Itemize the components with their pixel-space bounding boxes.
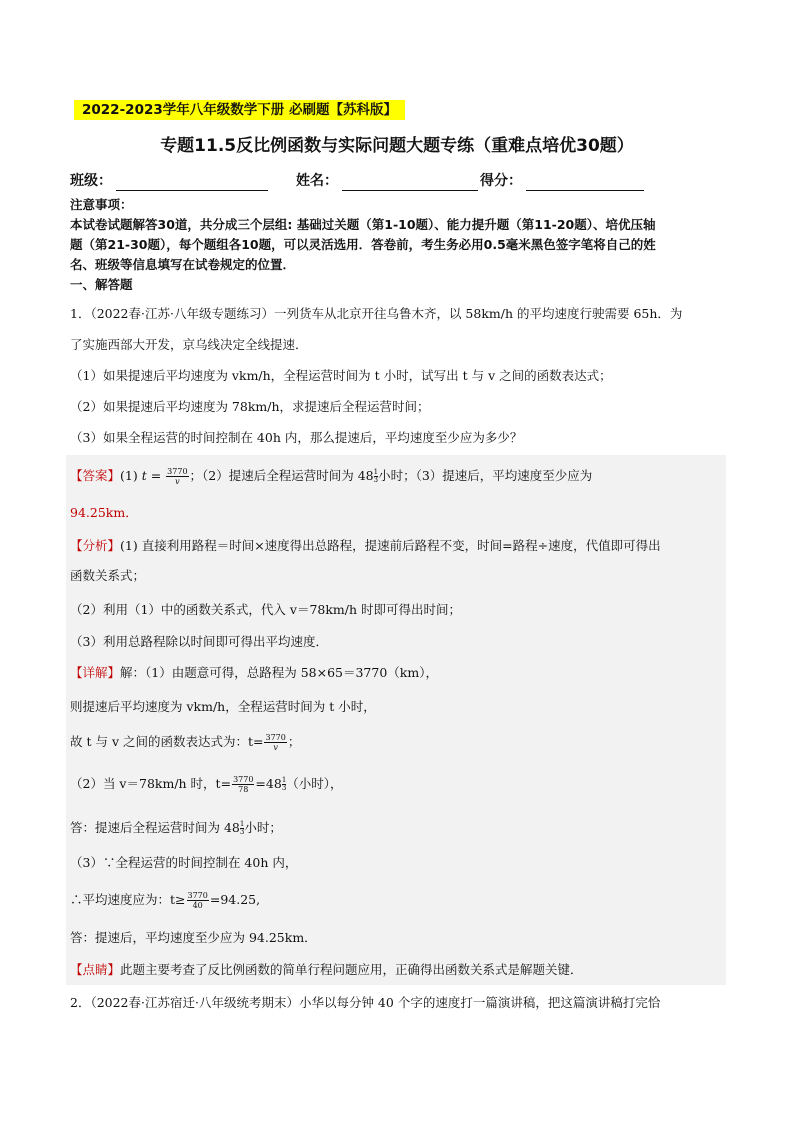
- detail-l4-equals: =: [255, 776, 266, 791]
- detail-l3-fraction: [264, 733, 286, 752]
- detail-l4-text: （2）当 v＝78km/h 时，t=: [70, 776, 232, 791]
- name-field: [296, 171, 478, 191]
- detail-line-2: 则提速后平均速度为 vkm/h，全程运营时间为 t 小时，: [70, 699, 376, 714]
- mixed-whole: 48: [265, 776, 282, 791]
- fraction-numerator: 3770: [187, 891, 208, 900]
- fraction-denominator: 40: [192, 901, 203, 910]
- score-field: [480, 171, 644, 191]
- detail-l3-end: ；: [287, 734, 301, 749]
- answer-continuation: 94.25km．: [70, 505, 138, 520]
- mixed-whole: 48: [357, 468, 374, 483]
- answer-t-variable: t: [141, 468, 147, 483]
- detail-l4-fraction: [232, 775, 254, 794]
- answer-equals: =: [146, 468, 166, 483]
- detail-l3-text: 故 t 与 v 之间的函数表达式为：t=: [70, 734, 264, 749]
- analysis-line-3: （2）利用（1）中的函数关系式，代入 v＝78km/h 时即可得出时间；: [70, 602, 462, 617]
- student-info-line: [70, 171, 730, 191]
- q1-line-1: 1．（2022春·江苏·八年级专题练习）一列货车从北京开往乌鲁木齐，以 58km/h 的平均速度行驶需要 65h．为: [70, 306, 683, 321]
- class-blank[interactable]: [116, 174, 268, 191]
- q1-line-2: 了实施西部大开发，京乌线决定全线提速．: [70, 337, 308, 352]
- fraction-numerator: 3770: [167, 467, 188, 476]
- q1-part-3: （3）如果全程运营的时间控制在 40h 内，那么提速后，平均速度至少应为多少？: [70, 430, 523, 445]
- class-field: [70, 171, 268, 191]
- detail-l5-end: 小时；: [244, 820, 282, 835]
- comment-tag: 【点睛】: [70, 962, 121, 977]
- notes-text-3: 名、班级等信息填写在试卷规定的位置．: [70, 257, 296, 272]
- notes-block: [70, 195, 730, 295]
- detail-l7-fraction: [187, 891, 209, 910]
- notes-heading: 注意事项：: [70, 197, 133, 212]
- detail-line-4: [70, 774, 726, 794]
- detail-text-1: 解：（1）由题意可得，总路程为 58×65＝3770（km），: [120, 665, 438, 680]
- detail-line-1: [70, 663, 726, 683]
- fraction-denominator: v: [273, 743, 278, 752]
- detail-line-8: 答：提速后，平均速度至少应为 94.25km．: [70, 930, 317, 945]
- mixed-den: 3: [239, 828, 245, 836]
- fraction-denominator: 78: [238, 785, 249, 794]
- series-banner: 2022-2023学年八年级数学下册 必刷题【苏科版】: [74, 100, 405, 120]
- score-label: 得分：: [480, 173, 522, 189]
- notes-text-2: 题（第21-30题），每个题组各10题，可以灵活选用．答卷前，考生务必用0.5毫米黑色签字笔将自己的姓: [70, 237, 656, 252]
- q2-line-1: 2．（2022春·江苏宿迁·八年级统考期末）小华以每分钟 40 个字的速度打一篇演讲稿，把这篇演讲稿打完恰: [70, 995, 661, 1010]
- comment-text: 此题主要考查了反比例函数的简单行程问题应用，正确得出函数关系式是解题关键．: [120, 962, 583, 977]
- notes-text-1: 本试卷试题解答30道，共分成三个层组: 基础过关题（第1-10题）、能力提升题（第11-20题）、培优压轴: [70, 217, 656, 232]
- detail-l7-end: =94.25,: [209, 892, 261, 907]
- answer-part1-label: (1): [120, 468, 138, 483]
- answer-tag: 【答案】: [70, 468, 121, 483]
- name-label: 姓名：: [296, 173, 338, 189]
- mixed-num: 1: [373, 468, 379, 476]
- analysis-line-1: [70, 536, 726, 556]
- detail-l4-end: （小时），: [286, 776, 343, 791]
- detail-line-6: （3）∵全程运营的时间控制在 40h 内，: [70, 855, 298, 870]
- mixed-den: 3: [373, 476, 379, 484]
- section-heading: 一、解答题: [70, 277, 133, 292]
- answer-part3: 小时；（3）提速后，平均速度至少应为: [378, 468, 593, 483]
- answer-line: [70, 466, 726, 486]
- detail-l7-text: ∴平均速度应为：t≥: [70, 892, 186, 907]
- class-label: 班级：: [70, 173, 112, 189]
- detail-tag: 【详解】: [70, 665, 121, 680]
- analysis-text-1: (1) 直接利用路程＝时间×速度得出总路程，提速前后路程不变，时间=路程÷速度，代值即可得出: [120, 538, 661, 553]
- analysis-line-4: （3）利用总路程除以时间即可得出平均速度．: [70, 634, 328, 649]
- fraction-numerator: 3770: [265, 733, 286, 742]
- analysis-tag: 【分析】: [70, 538, 121, 553]
- score-blank[interactable]: [526, 174, 644, 191]
- detail-line-3: [70, 732, 726, 752]
- mixed-num: 1: [281, 776, 287, 784]
- detail-line-7: [70, 890, 726, 910]
- fraction-numerator: 3770: [233, 775, 254, 784]
- mixed-den: 3: [281, 784, 287, 792]
- detail-line-5: [70, 818, 726, 838]
- analysis-line-2: 函数关系式；: [70, 568, 146, 583]
- q1-part-2: （2）如果提速后平均速度为 78km/h，求提速后全程运营时间；: [70, 399, 430, 414]
- mixed-num: 1: [239, 820, 245, 828]
- answer-fraction: [166, 467, 188, 486]
- detail-l5-text: 答：提速后全程运营时间为: [70, 820, 224, 835]
- page-title: 专题11.5反比例函数与实际问题大题专练（重难点培优30题）: [160, 136, 634, 156]
- mixed-whole: 48: [223, 820, 240, 835]
- answer-part2: ；（2）提速后全程运营时间为: [189, 468, 358, 483]
- q1-part-1: （1）如果提速后平均速度为 vkm/h，全程运营时间为 t 小时，试写出 t 与 v 之间的函数表达式；: [70, 368, 612, 383]
- name-blank[interactable]: [342, 174, 478, 191]
- fraction-denominator: v: [175, 477, 180, 486]
- comment-line: [70, 960, 726, 980]
